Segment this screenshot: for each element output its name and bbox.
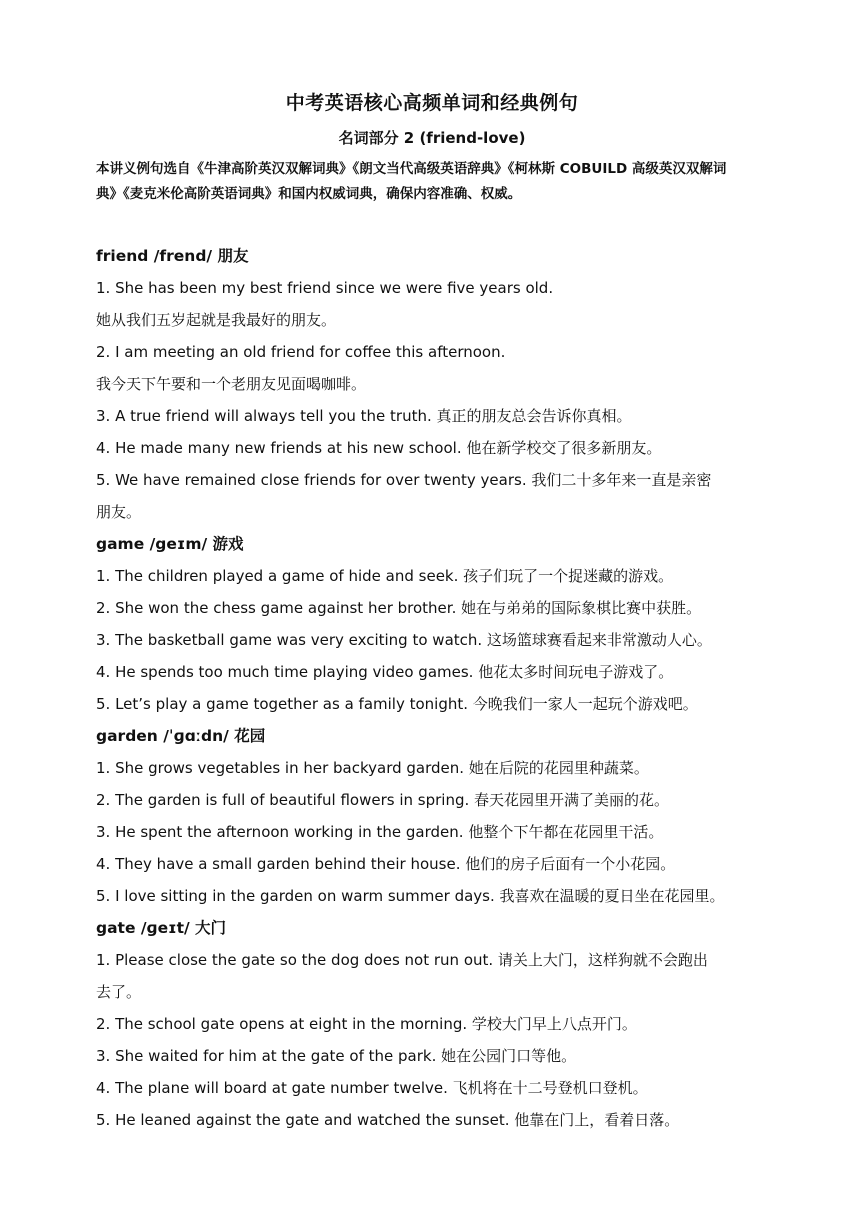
headword: gate /ɡeɪt/ 大门: [96, 919, 227, 937]
example-line: 朋友。: [96, 503, 142, 521]
entry-gate: [96, 912, 786, 1136]
example-line: 4. They have a small garden behind their house. 他们的房子后面有一个小花园。: [96, 855, 676, 873]
headword: game /geɪm/ 游戏: [96, 535, 244, 553]
intro-line: 典》《麦克米伦高阶英语词典》和国内权威词典，确保内容准确、权威。: [96, 186, 522, 202]
example-line: 2. The school gate opens at eight in the morning. 学校大门早上八点开门。: [96, 1015, 637, 1033]
headword: garden /ˈɡɑːdn/ 花园: [96, 727, 266, 745]
example-line: 2. She won the chess game against her brother. 她在与弟弟的国际象棋比赛中获胜。: [96, 599, 702, 617]
example-line: 5. We have remained close friends for over twenty years. 我们二十多年来一直是亲密: [96, 471, 712, 489]
intro-line: 本讲义例句选自《牛津高阶英汉双解词典》《朗文当代高级英语辞典》《柯林斯 COBUILD 高级英汉双解词: [96, 161, 727, 177]
example-line: 她从我们五岁起就是我最好的朋友。: [96, 311, 337, 329]
example-line: 去了。: [96, 983, 142, 1001]
example-line: 2. I am meeting an old friend for coffee this afternoon.: [96, 343, 506, 361]
entry-game: [96, 528, 786, 720]
entry-friend: [96, 240, 786, 528]
entry-garden: [96, 720, 786, 912]
headword: friend /frend/ 朋友: [96, 247, 249, 265]
example-line: 1. She has been my best friend since we were five years old.: [96, 279, 554, 297]
intro-paragraph: [96, 157, 776, 207]
word-list: [96, 240, 786, 1136]
example-line: 4. He spends too much time playing video games. 他花太多时间玩电子游戏了。: [96, 663, 674, 681]
example-line: 1. She grows vegetables in her backyard garden. 她在后院的花园里种蔬菜。: [96, 759, 649, 777]
example-line: 1. The children played a game of hide and seek. 孩子们玩了一个捉迷藏的游戏。: [96, 567, 674, 585]
example-line: 我今天下午要和一个老朋友见面喝咖啡。: [96, 375, 367, 393]
example-line: 1. Please close the gate so the dog does not run out. 请关上大门，这样狗就不会跑出: [96, 951, 708, 969]
example-line: 3. She waited for him at the gate of the park. 她在公园门口等他。: [96, 1047, 577, 1065]
example-line: 4. He made many new friends at his new school. 他在新学校交了很多新朋友。: [96, 439, 662, 457]
example-line: 3. The basketball game was very exciting to watch. 这场篮球赛看起来非常激动人心。: [96, 631, 712, 649]
page-title: 中考英语核心高频单词和经典例句: [285, 92, 579, 114]
example-line: 5. I love sitting in the garden on warm summer days. 我喜欢在温暖的夏日坐在花园里。: [96, 887, 725, 905]
example-line: 5. Let’s play a game together as a family tonight. 今晚我们一家人一起玩个游戏吧。: [96, 695, 698, 713]
example-line: 5. He leaned against the gate and watched the sunset. 他靠在门上，看着日落。: [96, 1111, 680, 1129]
page-subtitle: 名词部分 2 (friend-love): [338, 129, 526, 147]
example-line: 3. A true friend will always tell you the truth. 真正的朋友总会告诉你真相。: [96, 407, 632, 425]
example-line: 4. The plane will board at gate number twelve. 飞机将在十二号登机口登机。: [96, 1079, 648, 1097]
example-line: 3. He spent the afternoon working in the garden. 他整个下午都在花园里干活。: [96, 823, 664, 841]
example-line: 2. The garden is full of beautiful flowers in spring. 春天花园里开满了美丽的花。: [96, 791, 670, 809]
